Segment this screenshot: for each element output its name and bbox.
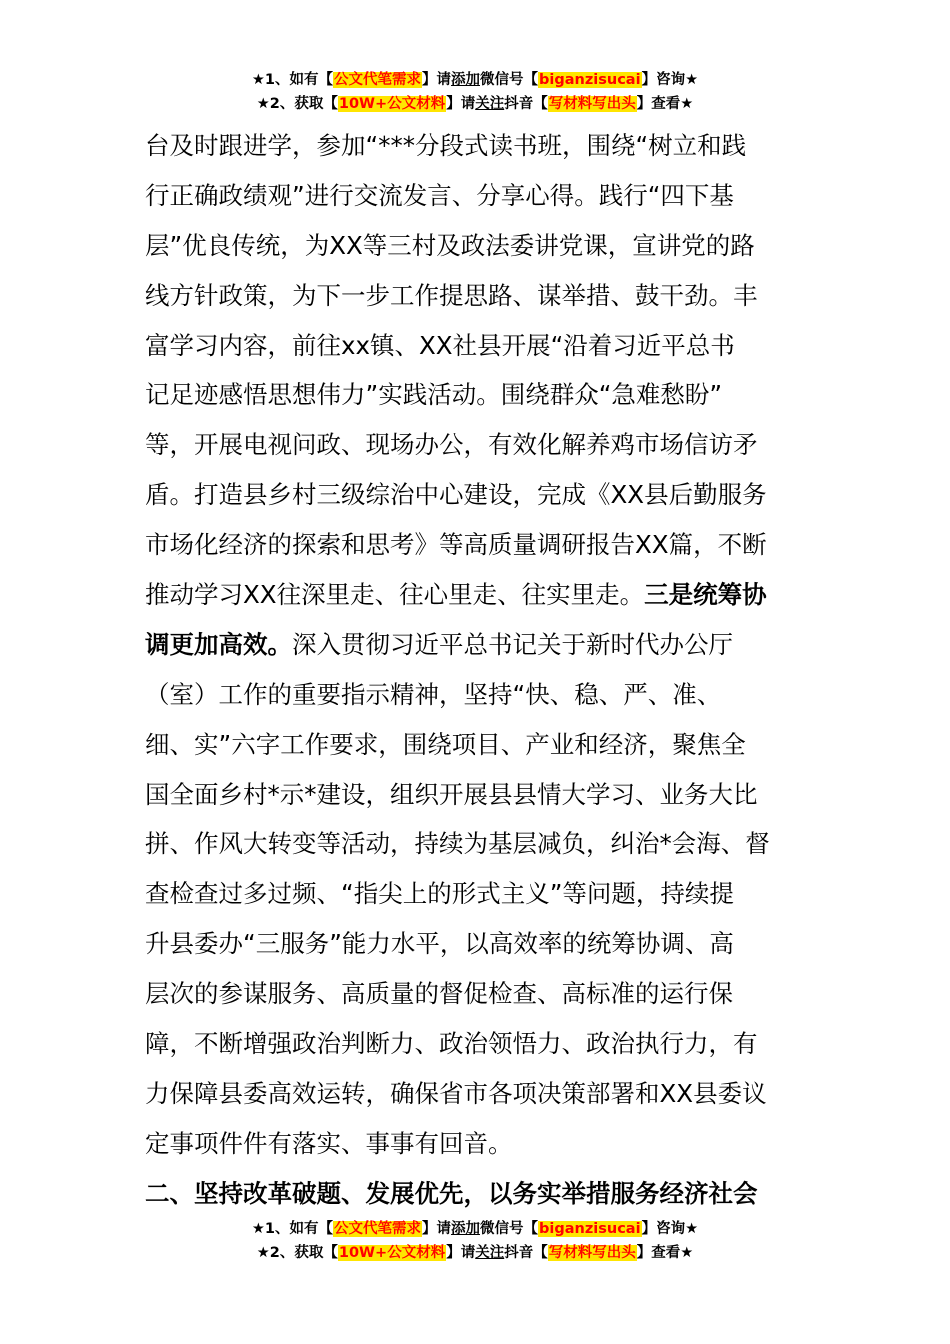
body-line: 国全面乡村*示*建设，组织开展县县情大学习、业务大比 bbox=[145, 779, 758, 809]
banner-line-2: ★2、获取【10W+公文材料】请关注抖音【写材料写出头】查看★ bbox=[256, 1245, 694, 1261]
body-line: 盾。打造县乡村三级综治中心建设，完成《XX县后勤服务 bbox=[145, 480, 767, 510]
top-banner bbox=[0, 68, 950, 116]
highlight-text: 公文代笔需求 bbox=[334, 1221, 422, 1237]
body-line: 推动学习XX往深里走、往心里走、往实里走。三是统筹协 bbox=[145, 580, 767, 610]
body-line: （室）工作的重要指示精神，坚持“快、稳、严、准、 bbox=[145, 679, 722, 709]
douyin-account: 写材料写出头 bbox=[548, 1245, 636, 1261]
highlight-text: 公文代笔需求 bbox=[334, 72, 422, 88]
banner-line-2: ★2、获取【10W+公文材料】请关注抖音【写材料写出头】查看★ bbox=[256, 96, 694, 112]
document-body bbox=[145, 121, 815, 1219]
bottom-banner bbox=[0, 1217, 950, 1265]
body-line: 台及时跟进学，参加“***分段式读书班，围绕“树立和践 bbox=[145, 131, 747, 160]
body-line: 市场化经济的探索和思考》等高质量调研报告XX篇，不断 bbox=[145, 530, 767, 560]
section-heading: 二、坚持改革破题、发展优先，以务实举措服务经济社会 bbox=[145, 1178, 758, 1208]
body-line: 调更加高效。深入贯彻习近平总书记关于新时代办公厅 bbox=[145, 629, 733, 659]
body-line: 线方针政策，为下一步工作提思路、谋举措、鼓干劲。丰 bbox=[145, 280, 758, 310]
body-line: 等，开展电视问政、现场办公，有效化解养鸡市场信访矛 bbox=[145, 430, 758, 460]
body-line: 富学习内容，前往xx镇、XX社县开展“沿着习近平总书 bbox=[145, 330, 735, 360]
wechat-id: biganzisucai bbox=[539, 1221, 641, 1237]
body-line: 查检查过多过频、“指尖上的形式主义”等问题，持续提 bbox=[145, 879, 734, 909]
body-line: 行正确政绩观”进行交流发言、分享心得。践行“四下基 bbox=[145, 180, 734, 210]
body-line: 细、实”六字工作要求，围绕项目、产业和经济，聚焦全 bbox=[145, 729, 746, 759]
body-line: 层次的参谋服务、高质量的督促检查、高标准的运行保 bbox=[145, 979, 733, 1009]
body-line: 障，不断增强政治判断力、政治领悟力、政治执行力，有 bbox=[145, 1029, 758, 1059]
body-line: 升县委办“三服务”能力水平，以高效率的统筹协调、高 bbox=[145, 929, 734, 959]
douyin-account: 写材料写出头 bbox=[548, 96, 636, 112]
highlight-text: 10W+公文材料 bbox=[338, 1245, 446, 1261]
banner-line-1: ★1、如有【公文代笔需求】请添加微信号【biganzisucai】咨询★ bbox=[251, 72, 699, 88]
body-line: 力保障县委高效运转，确保省市各项决策部署和XX县委议 bbox=[145, 1078, 767, 1108]
highlight-text: 10W+公文材料 bbox=[338, 96, 446, 112]
banner-line-1: ★1、如有【公文代笔需求】请添加微信号【biganzisucai】咨询★ bbox=[251, 1221, 699, 1237]
body-line: 层”优良传统，为XX等三村及政法委讲党课，宣讲党的路 bbox=[145, 230, 755, 260]
body-line: 定事项件件有落实、事事有回音。 bbox=[145, 1128, 513, 1158]
section-lead-bold: 调更加高效。 bbox=[145, 629, 292, 659]
body-line: 记足迹感悟思想伟力”实践活动。围绕群众“急难愁盼” bbox=[145, 380, 723, 410]
body-line: 拼、作风大转变等活动，持续为基层减负，纠治*会海、督 bbox=[145, 829, 770, 859]
wechat-id: biganzisucai bbox=[539, 72, 641, 88]
section-lead-bold: 三是统筹协 bbox=[644, 580, 767, 610]
